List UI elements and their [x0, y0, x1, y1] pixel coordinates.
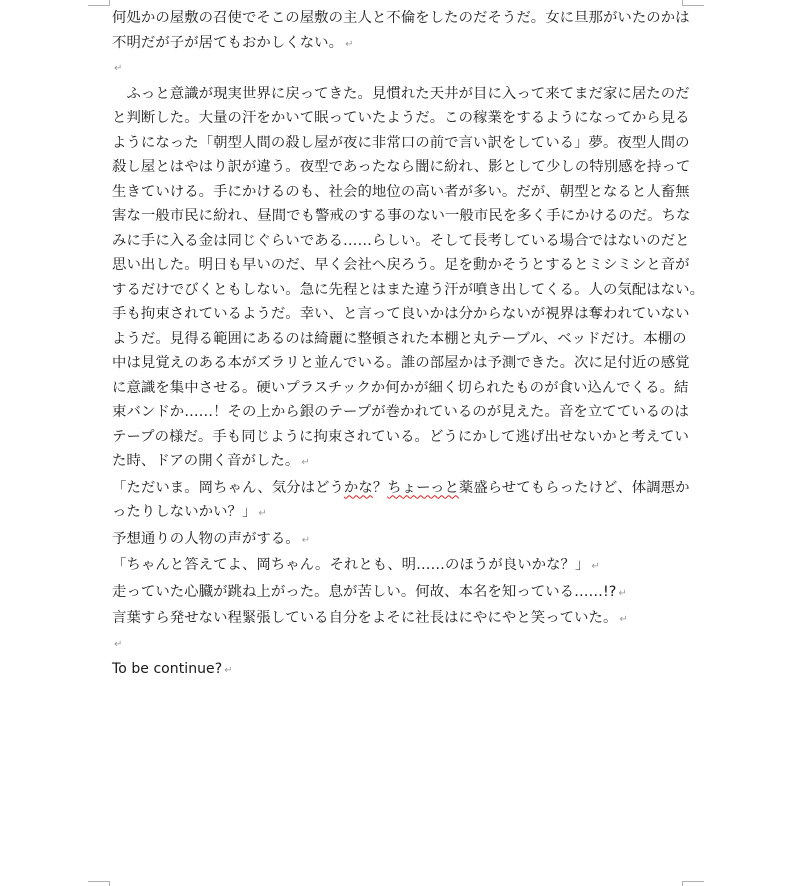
document-line [112, 527, 682, 554]
document-line [112, 476, 690, 501]
line-text: ？ [372, 479, 388, 496]
document-line [112, 425, 689, 450]
line-text: た時、ドアの開く音がした。 [112, 453, 300, 469]
line-text: 思い出した。明日も早いのだ、早く会社へ戻ろう。足を動かそうとするとミシミシと音が [112, 257, 690, 273]
document-body[interactable] [112, 6, 705, 684]
line-text: 生きていける。手にかけるのも、社会的地位の高い者が多い。だが、朝型となると人畜無 [112, 183, 690, 200]
line-text: ふっと意識が現実世界に戻ってきた。見慣れた天井が目に入って来てまだ家に居たのだ [112, 85, 690, 102]
line-text: 言葉すら発せない程緊張している自分をよそに社長はにやにやと笑っていた。 [112, 610, 618, 626]
document-line [112, 106, 690, 131]
line-text: ようになった「朝型人間の殺し屋が夜に非常口の前で言い訳をしている」夢。夜型人間の [112, 134, 690, 151]
line-text: 中は見覚えのある本がズラリと並んでいる。誰の部屋かは予測できた。次に足付近の感覚 [112, 355, 690, 371]
line-text: 不明だが子が居てもおかしくない。 [112, 34, 344, 51]
paragraph-mark-icon: ↵ [258, 508, 267, 519]
document-line [112, 580, 682, 607]
spellcheck-flagged-text: ちょーっと [387, 479, 459, 496]
document-line [112, 180, 690, 205]
line-text: 束バンドか……！その上から銀のテープが巻かれているのが見えた。音を立てているのは [112, 404, 689, 420]
document-line [112, 657, 682, 684]
document-line [112, 278, 705, 303]
paragraph-mark-icon: ↵ [301, 534, 311, 546]
document-line [112, 31, 682, 58]
paragraph-mark-icon: ↵ [301, 457, 310, 468]
line-text: ったりしないかい？」 [112, 504, 257, 520]
document-line [112, 400, 689, 425]
document-line [112, 553, 682, 580]
line-text: 殺し屋とはやはり訳が違う。夜型であったなら闇に紛れ、影として少しの特別感を持って [112, 159, 691, 175]
crop-mark-top-right [682, 5, 704, 6]
document-line [112, 633, 682, 658]
document-line [112, 449, 682, 476]
line-text: ようだ。見得る範囲にあるのは綺麗に整頓された本棚と丸テーブル、ベッドだけ。本棚の [112, 330, 687, 347]
line-text: 薬盛らせてもらったけど、体調悪か [458, 479, 690, 496]
crop-mark-bottom-right-v [682, 881, 683, 886]
document-line [112, 131, 690, 156]
document-line [112, 376, 689, 401]
line-text: に意識を集中させる。硬いプラスチックか何かが細く切られたものが食い込んでくる。結 [112, 379, 689, 396]
line-text: テープの様だ。手も同じように拘束されている。どうにかして逃げ出せないかと考えてい [112, 428, 689, 445]
paragraph-mark-icon: ↵ [619, 614, 628, 625]
document-line [112, 57, 682, 82]
line-text: 何処かの屋敷の召使でそこの屋敷の主人と不倫をしたのだそうだ。女に旦那がいたのかは [112, 10, 690, 26]
document-line [112, 155, 691, 180]
paragraph-mark-icon: ↵ [114, 63, 123, 74]
paragraph-mark-icon: ↵ [591, 561, 600, 572]
line-text: みに手に入る金は同じぐらいである……らしい。そして長考している場合ではないのだと [112, 232, 690, 249]
line-text: 予想通りの人物の声がする。 [112, 530, 300, 547]
spellcheck-flagged-text: かな [343, 479, 373, 496]
paragraph-mark-icon: ↵ [345, 38, 354, 50]
document-line [112, 204, 691, 229]
line-text: 「ちゃんと答えてよ、岡ちゃん。それとも、明……のほうが良いかな？」 [112, 557, 590, 573]
crop-mark-top-left [88, 5, 110, 6]
line-text: 走っていた心臓が跳ね上がった。息が苦しい。何故、本名を知っている……!? [112, 583, 617, 600]
line-text: 手も拘束されているようだ。幸い、と言って良いかは分からないが視界は奪われていない [112, 306, 690, 322]
line-text: するだけでびくともしない。急に先程とはまた違う汗が噴き出してくる。人の気配はない。 [112, 281, 705, 298]
line-text: 害な一般市民に紛れ、昼間でも警戒のする事のない一般市民を多く手にかけるのだ。ちな [112, 208, 691, 224]
document-line [112, 82, 690, 107]
document-line [112, 327, 687, 352]
crop-mark-top-left-v [109, 0, 110, 5]
paragraph-mark-icon: ↵ [114, 638, 123, 650]
crop-mark-bottom-right [682, 881, 704, 882]
document-line [112, 229, 690, 254]
line-text: To be continue? [112, 661, 223, 677]
document-line [112, 253, 690, 278]
crop-mark-top-right-v [682, 0, 683, 5]
document-line [112, 606, 682, 633]
document-line [112, 500, 682, 527]
paragraph-mark-icon: ↵ [618, 587, 627, 599]
crop-mark-bottom-left [88, 881, 110, 882]
document-line [112, 6, 690, 31]
document-line [112, 302, 690, 327]
paragraph-mark-icon: ↵ [224, 665, 233, 676]
document-line [112, 351, 690, 376]
crop-mark-bottom-left-v [109, 881, 110, 886]
line-text: 「ただいま。岡ちゃん、気分はどう [112, 479, 344, 496]
line-text: と判断した。大量の汗をかいて眠っていたようだ。この稼業をするようになってから見る [112, 110, 690, 126]
